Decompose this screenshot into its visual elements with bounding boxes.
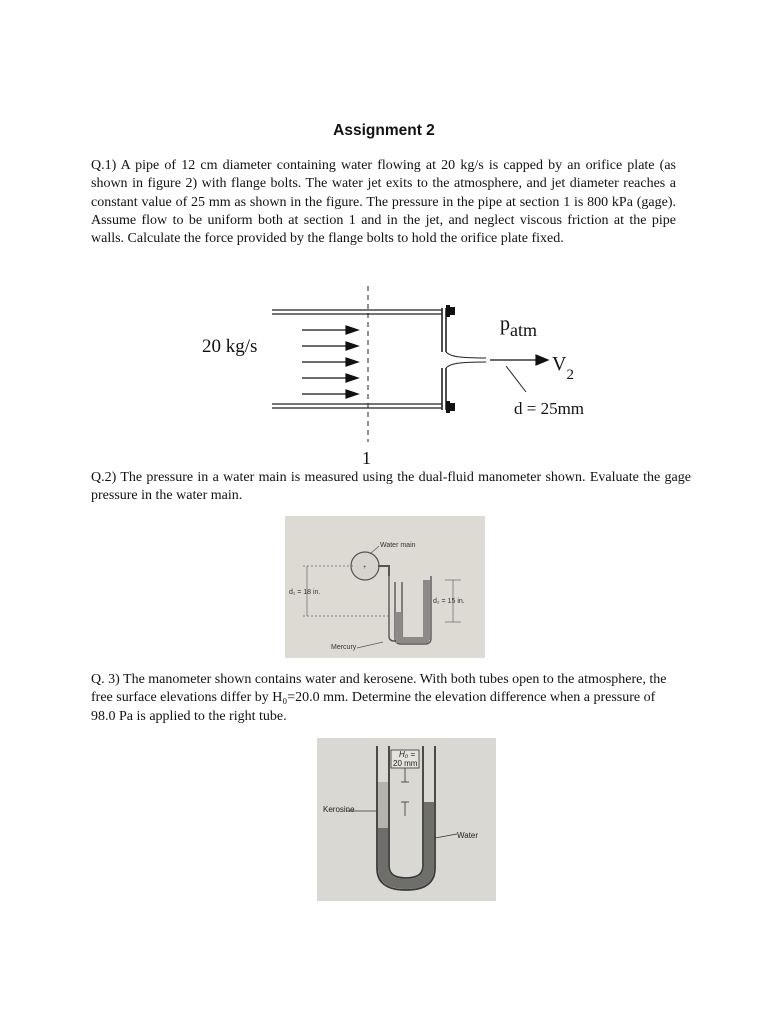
question-3-text: Q. 3) The manometer shown contains water and kerosene. With both tubes open to the atmosphere, the free surface elevations differ by H₀=20.0 mm. Determine the elevation difference when a pressure of 98.0 Pa is applied to the right tube. — [91, 672, 667, 724]
flow-arrows — [302, 326, 358, 398]
jet-streamlines — [446, 352, 486, 368]
question-2-text: Q.2) The pressure in a water main is measured using the dual-fluid manometer shown. Evaluate the gage pressure in the water main. — [91, 470, 691, 504]
jet-diameter-label: d = 25mm — [514, 399, 585, 418]
dual-fluid-manometer-figure — [285, 516, 485, 658]
orifice-plate — [442, 308, 446, 410]
flange-bolts — [446, 305, 455, 413]
h0-value: 20 mm — [393, 759, 418, 768]
d1-label: d₁ = 18 in. — [289, 589, 321, 596]
kerosene-label: Kerosine — [323, 805, 355, 814]
svg-text:+: + — [363, 565, 367, 571]
question-1-text: Q.1) A pipe of 12 cm diameter containing water flowing at 20 kg/s is capped by an orifice plate (as shown in figure 2) with flange bolts. The water jet exits to the atmosphere, and jet diameter reaches a constant value of 25 mm as shown in the figure. The pressure in the pipe at section 1 is 800 kPa (gage). Assume flow to be uniform both at section 1 and in the jet, and neglect viscous friction at the pipe walls. Calculate the force provided by the flange bolts to hold the orifice plate fixed. — [91, 158, 676, 247]
section-1-label: 1 — [362, 448, 371, 468]
mercury-label: Mercury — [331, 644, 357, 651]
d2-label: d₂ = 15 in. — [433, 598, 465, 605]
orifice-pipe-figure — [202, 282, 650, 472]
water-main-label: Water main — [380, 542, 416, 549]
velocity-arrow — [490, 355, 548, 365]
water-label: Water — [457, 831, 479, 840]
v2-label: $V_2$ — [552, 353, 574, 383]
kerosene-water-manometer-figure — [317, 738, 496, 901]
h0-label: H₀ = — [399, 750, 416, 759]
kerosene-fill — [378, 782, 388, 828]
mercury-fill — [395, 612, 402, 640]
flow-rate-label: 20 kg/s — [202, 336, 258, 357]
patm-label: patm — [500, 313, 537, 340]
page-title: Assignment 2 — [333, 122, 435, 139]
diameter-leader — [506, 366, 526, 392]
